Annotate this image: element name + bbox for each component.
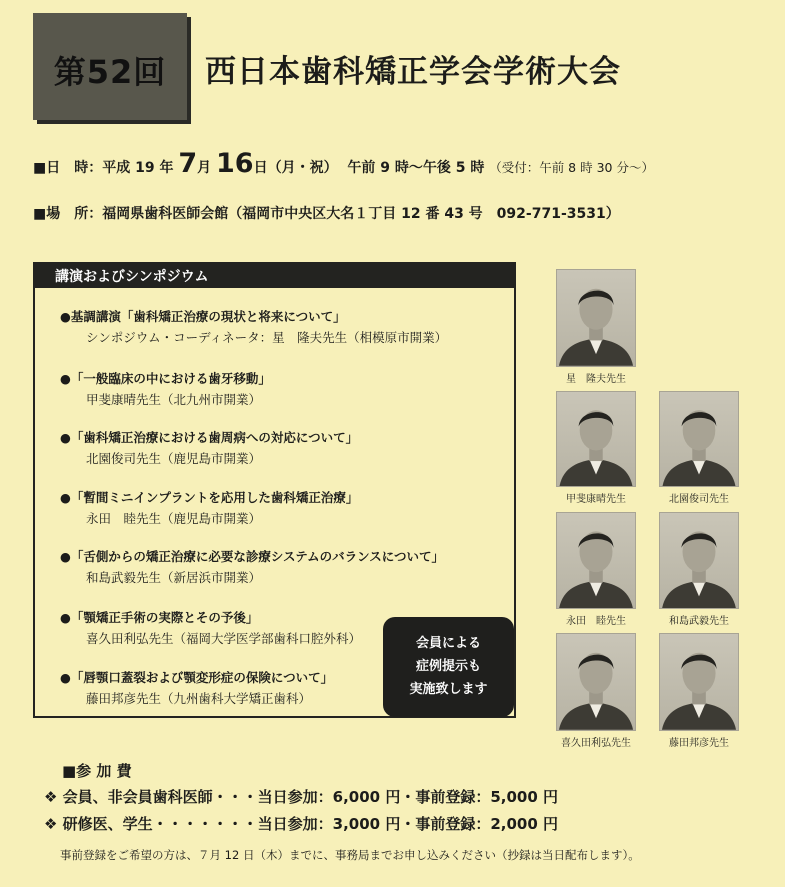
callout-line: 実施致します <box>409 682 488 697</box>
speaker-caption: 喜久田利弘先生 <box>561 738 631 749</box>
date-reception: （受付：午前 8 時 30 分〜） <box>489 160 654 175</box>
date-label: ■日 時：平成 19 年 <box>33 160 174 176</box>
date-month-unit: 月 <box>197 160 212 176</box>
speaker-caption: 星 隆夫先生 <box>566 374 626 385</box>
program-heading-bar <box>33 262 516 288</box>
speaker-photo <box>556 269 636 367</box>
portrait-icon <box>557 634 635 730</box>
portrait-icon <box>660 513 738 608</box>
program-item <box>60 368 271 410</box>
speaker-caption: 甲斐康晴先生 <box>566 494 626 505</box>
speaker-photo <box>556 391 636 487</box>
program-item-speaker: 永田 睦先生（鹿児島市開業） <box>86 511 262 526</box>
program-item-speaker: 甲斐康晴先生（北九州市開業） <box>86 392 262 407</box>
program-item <box>60 667 333 709</box>
date-month: 7 <box>178 148 198 179</box>
speaker-photo <box>659 633 739 731</box>
date-time: 午前 9 時〜午後 5 時 <box>347 160 485 176</box>
program-item-title: ●「一般臨床の中における歯牙移動」 <box>60 371 271 386</box>
program-item <box>60 607 361 649</box>
program-item-title: ●「歯科矯正治療における歯周病への対応について」 <box>60 430 359 445</box>
edition-badge <box>33 13 187 120</box>
fee-line: ❖ 研修医、学生・・・・・・・当日参加：3,000 円・事前登録：2,000 円 <box>44 815 559 833</box>
program-item <box>60 487 358 529</box>
portrait-icon <box>557 392 635 486</box>
program-item-speaker: 北園俊司先生（鹿児島市開業） <box>86 451 262 466</box>
callout-line: 症例提示も <box>415 659 481 674</box>
program-item-title: ●「暫間ミニインプラントを応用した歯科矯正治療」 <box>60 490 359 505</box>
program-item-title: ●「顎矯正手術の実際とその予後」 <box>60 610 259 625</box>
program-item-speaker: 藤田邦彦先生（九州歯科大学矯正歯科） <box>86 691 312 706</box>
program-item-speaker: 喜久田利弘先生（福岡大学医学部歯科口腔外科） <box>86 631 362 646</box>
program-item-speaker: シンポジウム・コーディネータ：星 隆夫先生（相模原市開業） <box>86 330 448 345</box>
fee-line: ❖ 会員、非会員歯科医師・・・当日参加：6,000 円・事前登録：5,000 円 <box>44 788 559 806</box>
portrait-icon <box>660 392 738 486</box>
speaker-caption: 北園俊司先生 <box>669 494 729 505</box>
program-heading: 講演およびシンポジウム <box>55 269 209 285</box>
program-item <box>60 306 447 348</box>
portrait-icon <box>557 270 635 366</box>
speaker-caption: 和島武毅先生 <box>669 616 729 627</box>
registration-note: 事前登録をご希望の方は、７月 12 日（木）までに、事務局までお申し込みください（抄録は当日配布します）。 <box>60 848 640 862</box>
program-item <box>60 546 444 588</box>
portrait-icon <box>660 634 738 730</box>
date-day: 16 <box>216 148 254 179</box>
program-item-title: ●基調講演「歯科矯正治療の現状と将来について」 <box>60 309 346 324</box>
program-item <box>60 427 358 469</box>
speaker-caption: 永田 睦先生 <box>566 616 626 627</box>
callout-line: 会員による <box>415 636 481 651</box>
program-item-title: ●「唇顎口蓋裂および顎変形症の保険について」 <box>60 670 334 685</box>
venue-row: ■場 所：福岡県歯科医師会館（福岡市中央区大名１丁目 12 番 43 号 092-771-3531） <box>33 206 620 222</box>
speaker-photo <box>659 512 739 609</box>
date-row <box>33 148 654 179</box>
program-item-title: ●「舌側からの矯正治療に必要な診療システムのバランスについて」 <box>60 549 445 564</box>
edition-label: 第52回 <box>53 53 167 91</box>
portrait-icon <box>557 513 635 608</box>
fees-heading: ■参 加 費 <box>62 762 132 780</box>
speaker-photo <box>556 512 636 609</box>
case-presentation-callout <box>383 617 514 717</box>
speaker-photo <box>659 391 739 487</box>
program-item-speaker: 和島武毅先生（新居浜市開業） <box>86 570 262 585</box>
page-title: 西日本歯科矯正学会学術大会 <box>205 54 621 90</box>
speaker-caption: 藤田邦彦先生 <box>669 738 729 749</box>
date-day-suffix: 日（月・祝） <box>253 160 338 176</box>
speaker-photo <box>556 633 636 731</box>
